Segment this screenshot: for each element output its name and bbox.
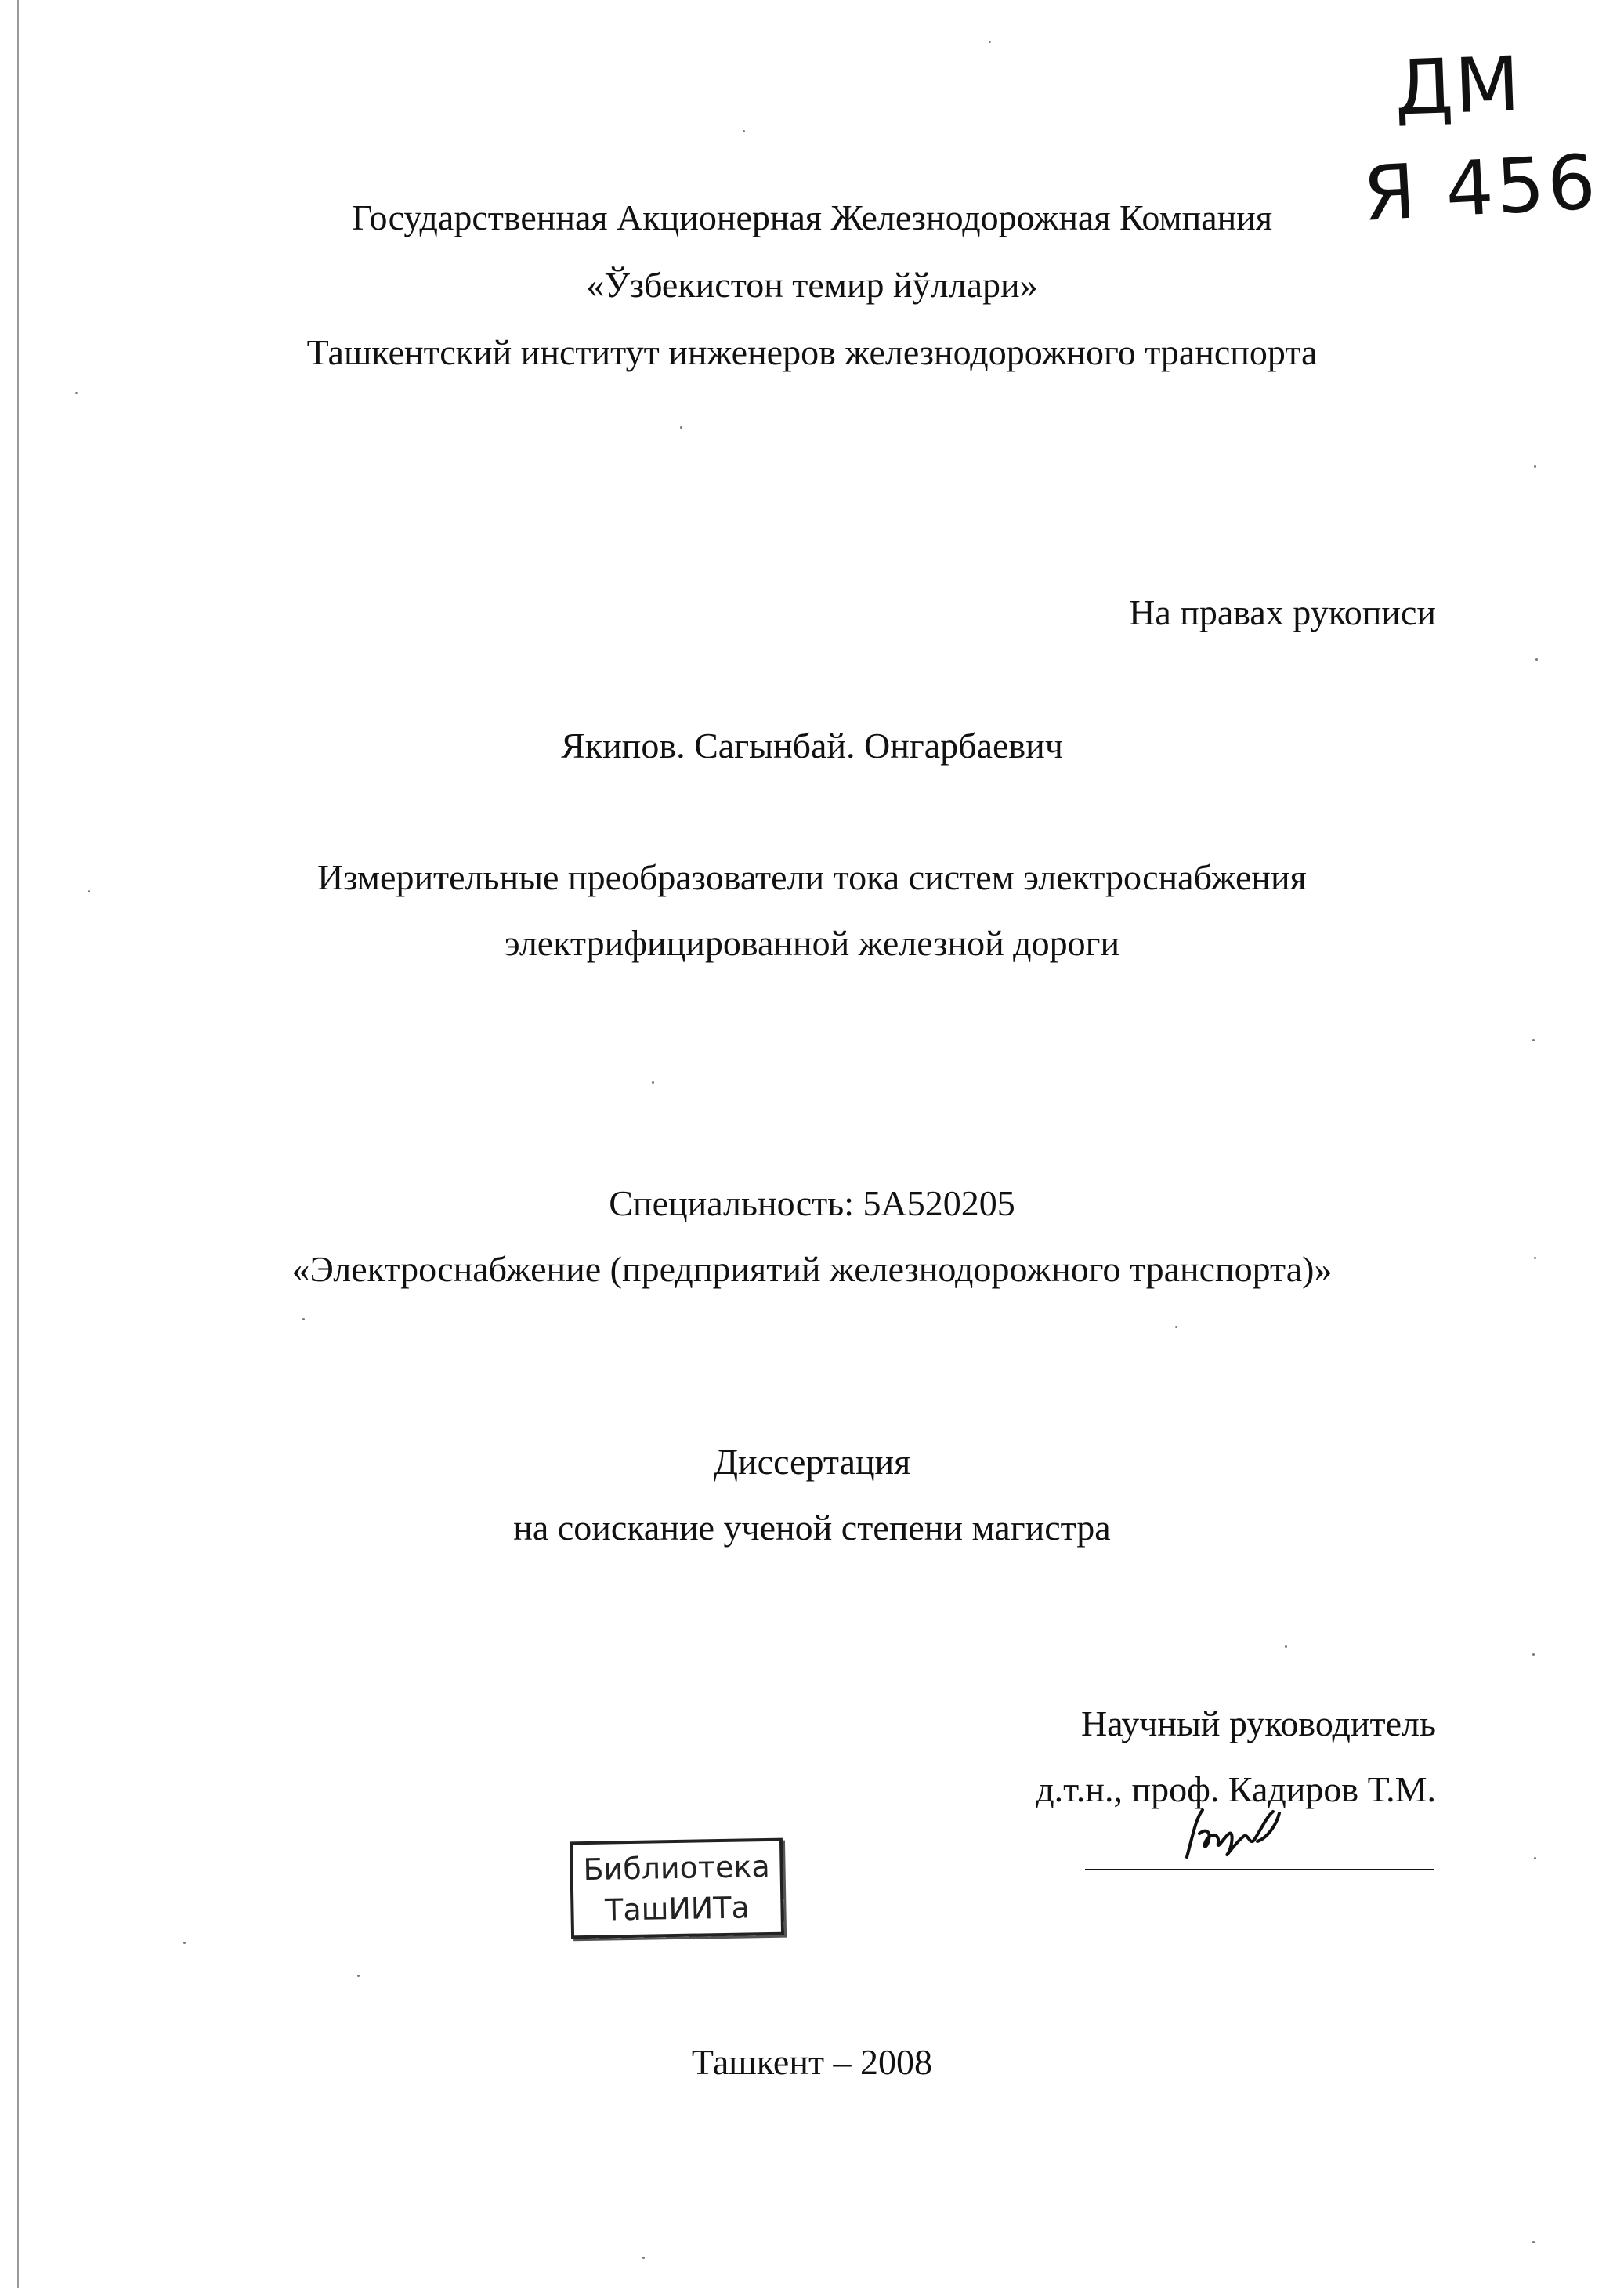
author-name: Якипов. Сагынбай. Онгарбаевич: [561, 726, 1063, 766]
header-institute: Ташкентский институт инженеров железнодорожного транспорта: [306, 332, 1318, 372]
place-and-year: Ташкент – 2008: [691, 2042, 933, 2082]
signature-line: [1085, 1869, 1434, 1870]
handwritten-note-code: Я 456: [1361, 138, 1601, 238]
specialty-code: Специальность: 5А520205: [609, 1183, 1015, 1223]
scan-speck: [1534, 465, 1536, 468]
scan-speck: [1535, 658, 1538, 661]
scan-speck: [1285, 1645, 1287, 1648]
specialty-name: «Электроснабжение (предприятий железнодорожного транспорта)»: [291, 1249, 1333, 1289]
header-organization: Государственная Акционерная Железнодорожная Компания: [351, 197, 1273, 237]
scan-speck: [88, 890, 90, 892]
scan-speck: [989, 41, 991, 43]
scan-speck: [680, 426, 682, 429]
scan-speck: [1532, 1653, 1535, 1656]
handwritten-note-top: ДМ: [1393, 40, 1523, 132]
scan-speck: [642, 2257, 645, 2259]
scan-speck: [1534, 1257, 1536, 1259]
scan-speck: [743, 130, 745, 132]
scan-speck: [357, 1975, 360, 1977]
scan-speck: [1534, 1857, 1536, 1859]
degree-title: Диссертация: [713, 1442, 911, 1482]
supervisor-name: д.т.н., проф. Кадиров Т.М.: [1036, 1769, 1436, 1809]
header-company-name: «Ўзбекистон темир йўллари»: [586, 265, 1038, 305]
scan-speck: [1532, 1039, 1535, 1041]
thesis-title-line-1: Измерительные преобразователи тока систем электроснабжения: [317, 857, 1307, 897]
supervisor-label: Научный руководитель: [1080, 1703, 1436, 1743]
scan-speck: [183, 1942, 186, 1944]
supervisor-signature: [1179, 1802, 1289, 1865]
scan-speck: [652, 1081, 654, 1084]
stamp-line-2: ТашИИТа: [604, 1890, 751, 1928]
degree-description: на соискание ученой степени магистра: [513, 1508, 1111, 1548]
scan-speck: [1175, 1326, 1177, 1328]
scan-speck: [75, 392, 78, 394]
stamp-line-1: Библиотека: [583, 1848, 771, 1888]
scan-speck: [302, 1318, 305, 1320]
rights-note: На правах рукописи: [1129, 592, 1436, 632]
thesis-title-line-2: электрифицированной железной дороги: [504, 923, 1120, 963]
library-stamp: [570, 1838, 784, 1939]
scan-speck: [1532, 2241, 1535, 2243]
